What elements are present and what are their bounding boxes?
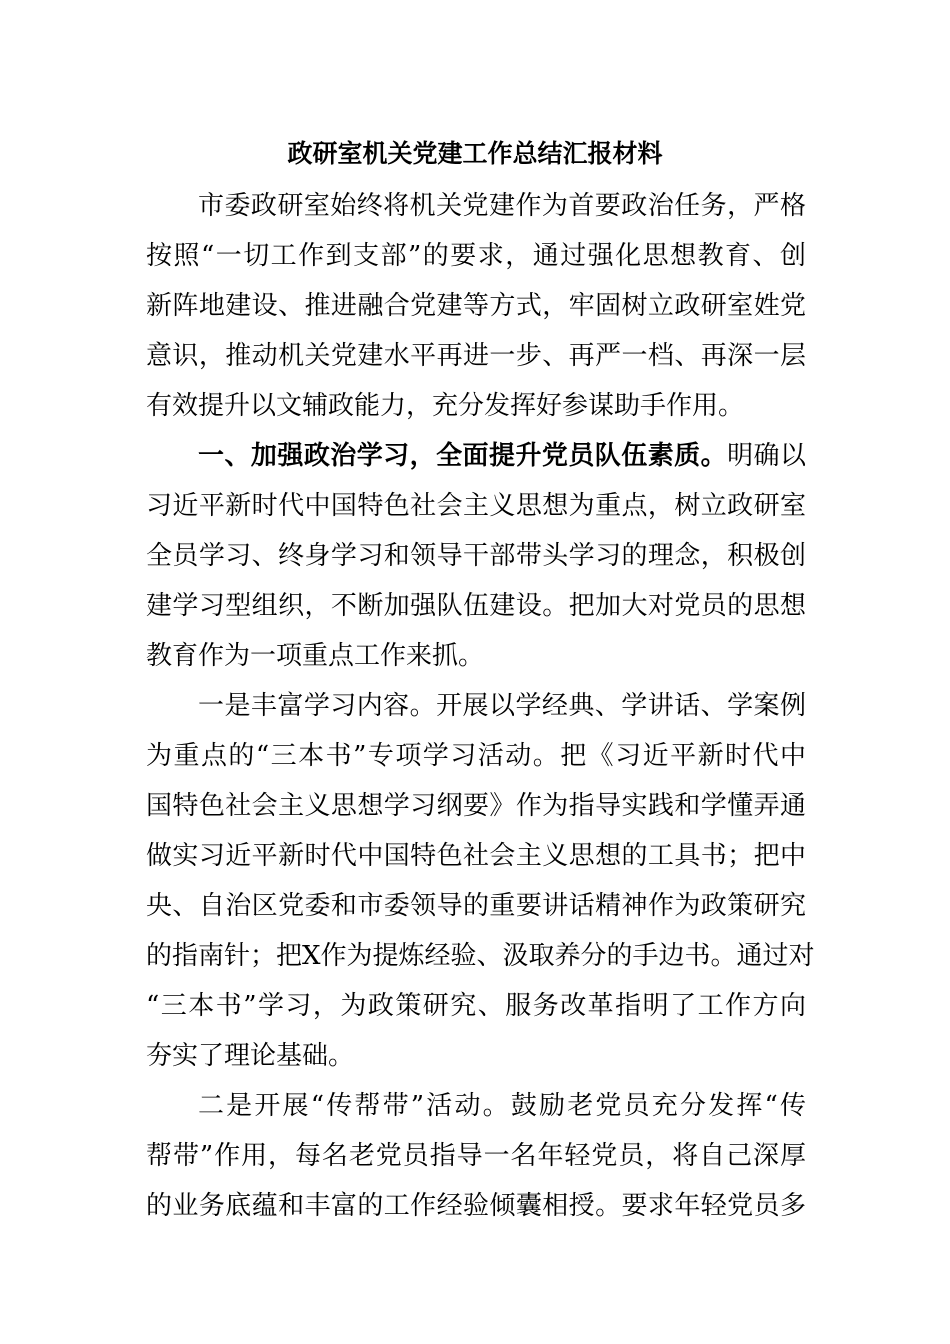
paragraph-line: 市委政研室始终将机关党建作为首要政治任务，严格 — [198, 191, 806, 221]
paragraph-line: 夯实了理论基础。 — [146, 1041, 355, 1071]
paragraph-line: 新阵地建设、推进融合党建等方式，牢固树立政研室姓党 — [146, 291, 806, 321]
paragraph-line: 的指南针；把X作为提炼经验、汲取养分的手边书。通过对 — [146, 941, 815, 971]
paragraph-line: 二是开展“传帮带”活动。鼓励老党员充分发挥“传 — [198, 1091, 806, 1121]
paragraph-point-two — [146, 1081, 806, 1231]
paragraph-point-one — [146, 681, 815, 1081]
paragraph-line: 一是丰富学习内容。开展以学经典、学讲话、学案例 — [198, 691, 806, 721]
document-title: 政研室机关党建工作总结汇报材料 — [287, 139, 663, 168]
paragraph-section-one — [146, 431, 806, 681]
paragraph-line-rest: 明确以 — [727, 441, 806, 471]
document-body — [146, 181, 815, 1231]
paragraph-line: 习近平新时代中国特色社会主义思想为重点，树立政研室 — [146, 491, 806, 521]
paragraph-line: 建学习型组织，不断加强队伍建设。把加大对党员的思想 — [146, 591, 806, 621]
paragraph-line: 教育作为一项重点工作来抓。 — [146, 641, 485, 671]
paragraph-line: 的业务底蕴和丰富的工作经验倾囊相授。要求年轻党员多 — [146, 1191, 806, 1221]
paragraph-intro — [146, 181, 806, 431]
paragraph-line: 央、自治区党委和市委领导的重要讲话精神作为政策研究 — [146, 891, 806, 921]
paragraph-line — [146, 431, 806, 481]
paragraph-line: 做实习近平新时代中国特色社会主义思想的工具书；把中 — [146, 841, 806, 871]
paragraph-line: 全员学习、终身学习和领导干部带头学习的理念，积极创 — [146, 541, 806, 571]
paragraph-line: 为重点的“三本书”专项学习活动。把《习近平新时代中 — [146, 741, 806, 771]
paragraph-line: 国特色社会主义思想学习纲要》作为指导实践和学懂弄通 — [146, 791, 806, 821]
paragraph-line: “三本书”学习，为政策研究、服务改革指明了工作方向 — [146, 991, 806, 1021]
section-heading: 一、加强政治学习，全面提升党员队伍素质。 — [198, 441, 728, 471]
paragraph-line: 有效提升以文辅政能力，充分发挥好参谋助手作用。 — [146, 391, 745, 421]
paragraph-line: 帮带”作用，每名老党员指导一名年轻党员，将自己深厚 — [146, 1141, 806, 1171]
paragraph-line: 按照“一切工作到支部”的要求，通过强化思想教育、创 — [146, 241, 806, 271]
paragraph-line: 意识，推动机关党建水平再进一步、再严一档、再深一层 — [146, 341, 806, 371]
